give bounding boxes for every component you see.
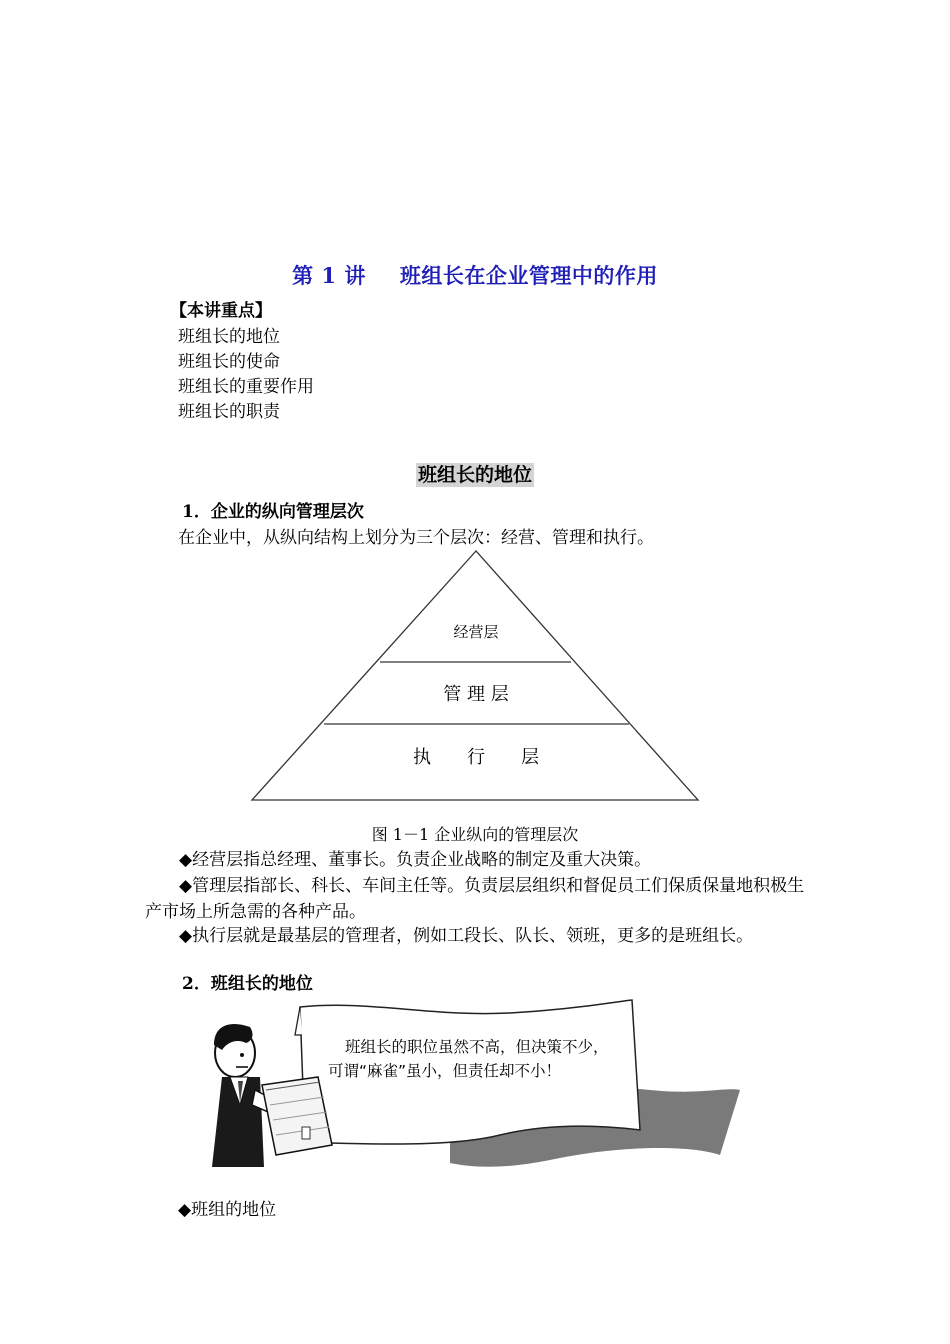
pyramid-top-label: 经营层 [453, 623, 499, 641]
management-pyramid-diagram [240, 545, 710, 810]
intro-paragraph: 在企业中，从纵向结构上划分为三个层次：经营、管理和执行。 [178, 528, 654, 548]
key-points-heading: 【本讲重点】 [170, 301, 272, 321]
key-point-item: 班组长的重要作用 [178, 377, 314, 397]
bullet-paragraph: ◆执行层就是最基层的管理者，例如工段长、队长、领班，更多的是班组长。 [179, 926, 754, 946]
key-point-item: 班组长的地位 [178, 327, 280, 347]
bullet-paragraph: ◆经营层指总经理、董事长。负责企业战略的制定及重大决策。 [179, 850, 652, 870]
pyramid-middle-label: 管 理 层 [443, 684, 509, 705]
speech-banner-illustration [200, 995, 750, 1180]
section-heading-text: 班组长的地位 [417, 464, 532, 486]
section-heading [0, 460, 950, 487]
lecture-name: 班组长在企业管理中的作用 [399, 263, 658, 288]
banner-text-line2: 可谓“麻雀”虽小，但责任却不小！ [328, 1062, 562, 1080]
lecture-title [0, 260, 950, 290]
pyramid-bottom-label: 执 行 层 [413, 747, 539, 768]
lecture-number: 第 1 讲 [292, 263, 366, 288]
subsection-title: 2．班组长的地位 [182, 974, 313, 994]
bullet-paragraph: ◆班组的地位 [178, 1200, 277, 1220]
key-point-item: 班组长的使命 [178, 352, 280, 372]
key-point-item: 班组长的职责 [178, 402, 280, 422]
subsection-title: 1．企业的纵向管理层次 [182, 502, 364, 522]
figure-caption: 图 1－1 企业纵向的管理层次 [371, 825, 579, 844]
bullet-paragraph: ◆管理层指部长、科长、车间主任等。负责层层组织和督促员工们保质保量地积极生产市场上所急需的各种产品。 [145, 876, 805, 922]
banner-text-line1: 班组长的职位虽然不高，但决策不少， [345, 1038, 609, 1056]
